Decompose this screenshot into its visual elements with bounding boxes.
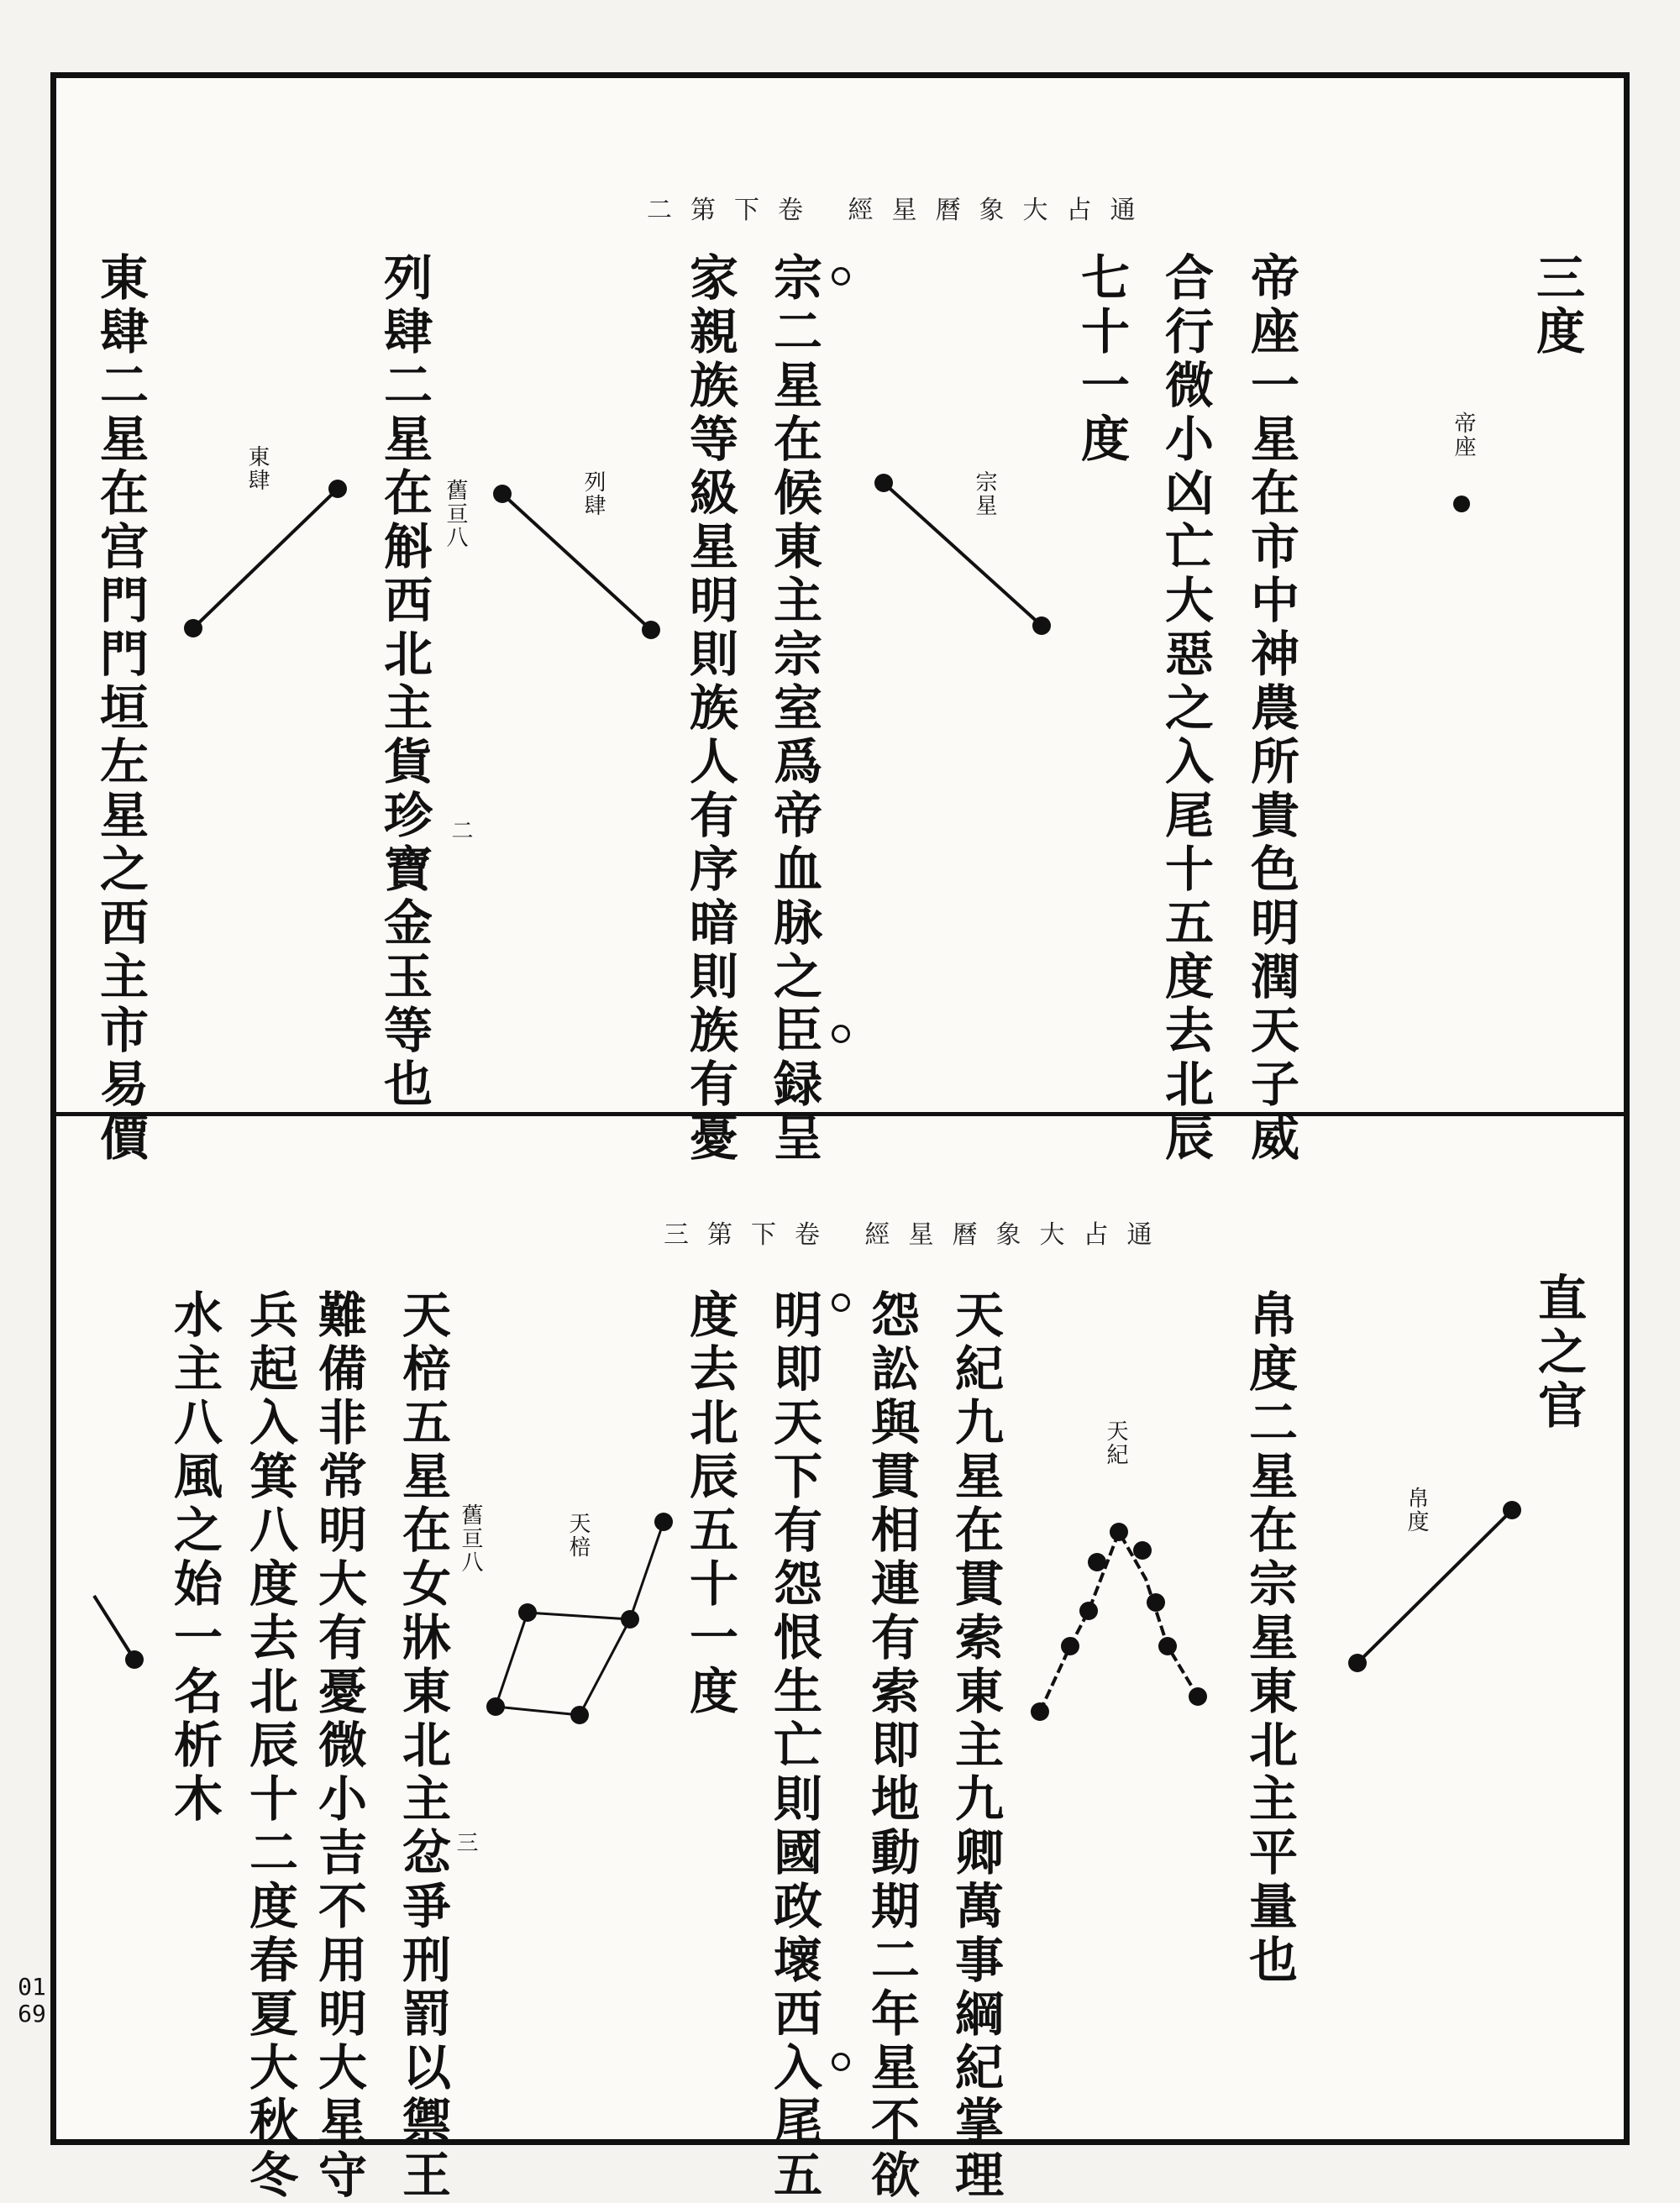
top-header: 通占大象曆星經 卷下第二	[647, 196, 1154, 225]
lisi-label: 列肆	[580, 470, 606, 517]
circle-mark	[832, 2053, 850, 2071]
tianji-star-dot	[1189, 1687, 1207, 1706]
bodu-star-dot-2	[1348, 1654, 1367, 1672]
bodu-diagram	[1344, 1495, 1529, 1680]
tianji-star-line	[1040, 1532, 1198, 1712]
zong-star-line	[884, 483, 1042, 626]
tianji-star-dot	[1158, 1637, 1177, 1655]
tianbang-star-dot	[621, 1610, 639, 1629]
top-col-8: 東肆二星在宫門門垣左星之西主市易價	[92, 252, 149, 1166]
tianbang-star-dot	[570, 1706, 589, 1724]
dongsi-diagram	[176, 470, 361, 638]
circle-mark	[832, 267, 850, 286]
dongsi-label: 東肆	[244, 445, 270, 492]
tianji-star-dot	[1133, 1541, 1152, 1560]
top-col-7: 列肆二星在斛西北主貨珍寶金玉等也	[375, 252, 433, 1112]
bottom-col-1: 直之官	[1530, 1272, 1587, 1434]
lisi-star-dot-2	[642, 621, 660, 639]
dizuo-label: 帝座	[1451, 412, 1476, 459]
bottom-col-8: 難備非常明大有憂微小吉不用明大星守	[310, 1289, 367, 2203]
lisi-star-line	[502, 494, 651, 630]
continued-star-dot	[125, 1650, 144, 1669]
bodu-label: 帛度	[1404, 1487, 1429, 1534]
lisi-star-dot-1	[493, 485, 512, 503]
bottom-col-4: 怨訟與貫相連有索即地動期二年星不欲	[863, 1289, 920, 2203]
top-col-4: 七十一度	[1073, 252, 1130, 467]
tianji-star-dot	[1031, 1702, 1049, 1721]
bottom-col-7: 天棓五星在女牀東北主忿爭刑罰以禦王	[394, 1289, 451, 2203]
panel-divider	[50, 1112, 1630, 1116]
bottom-col-6: 度去北辰五十一度	[681, 1289, 738, 1719]
zong-star-dot-2	[1032, 616, 1051, 635]
tianji-star-dot	[1079, 1602, 1098, 1620]
dongsi-star-line	[193, 489, 338, 628]
bottom-col-3: 天紀九星在貫索東主九卿萬事綱紀掌理	[947, 1289, 1004, 2203]
bodu-star-line	[1357, 1510, 1512, 1663]
top-col-3: 合行微小凶亡大惡之入尾十五度去北辰	[1157, 252, 1214, 1166]
page-number: 0169	[18, 1973, 46, 2027]
zong-label: 宗星	[972, 470, 997, 517]
tianbang-star-dot	[486, 1697, 505, 1716]
continued-star-diagram	[84, 1587, 151, 1680]
tianbang-label: 天棓	[565, 1512, 591, 1559]
zong-star-dot-1	[874, 474, 893, 492]
tianji-diagram	[1025, 1495, 1226, 1730]
top-col-1: 三度	[1528, 252, 1585, 359]
circle-mark	[832, 1025, 850, 1043]
bottom-col-9: 兵起入箕八度去北辰十二度春夏大秋冬	[241, 1289, 298, 2203]
dongsi-star-dot-1	[328, 480, 347, 498]
top-col-5: 宗二星在候東主宗室爲帝血脉之臣録呈	[765, 252, 822, 1166]
top-note-1: 舊亘八	[443, 479, 468, 549]
bottom-col-2: 帛度二星在宗星東北主平量也	[1241, 1289, 1298, 1988]
top-col-6: 家親族等級星明則族人有序暗則族有憂	[681, 252, 738, 1166]
tianji-star-dot	[1061, 1637, 1079, 1655]
circle-mark	[832, 1293, 850, 1312]
continued-star-line	[94, 1596, 134, 1660]
tianji-star-dot	[1110, 1523, 1128, 1541]
bottom-note-2: 三	[453, 1831, 478, 1854]
bottom-note-1: 舊亘八	[458, 1503, 483, 1574]
dizuo-star-dot	[1453, 496, 1470, 512]
tianbang-star-dot	[654, 1513, 673, 1531]
bottom-col-10: 水主八風之始一名析木	[165, 1289, 223, 1827]
tianbang-star-dot	[518, 1603, 537, 1622]
dizuo-diagram	[1445, 487, 1478, 521]
tianbang-diagram	[479, 1512, 680, 1730]
bodu-star-dot-1	[1503, 1501, 1521, 1519]
dongsi-star-dot-2	[184, 619, 202, 637]
tianji-label: 天紀	[1103, 1419, 1128, 1466]
zong-diagram	[865, 470, 1067, 638]
lisi-diagram	[487, 479, 672, 638]
tianji-star-dot	[1147, 1593, 1165, 1612]
bottom-header: 通占大象曆星經 卷下第三	[664, 1220, 1171, 1250]
top-note-2: 二	[448, 819, 473, 842]
bottom-col-5: 明即天下有怨恨生亡則國政壞西入尾五	[765, 1289, 822, 2203]
top-col-2: 帝座一星在市中神農所貴色明潤天子威	[1242, 252, 1299, 1166]
tianji-star-dot	[1088, 1553, 1106, 1571]
